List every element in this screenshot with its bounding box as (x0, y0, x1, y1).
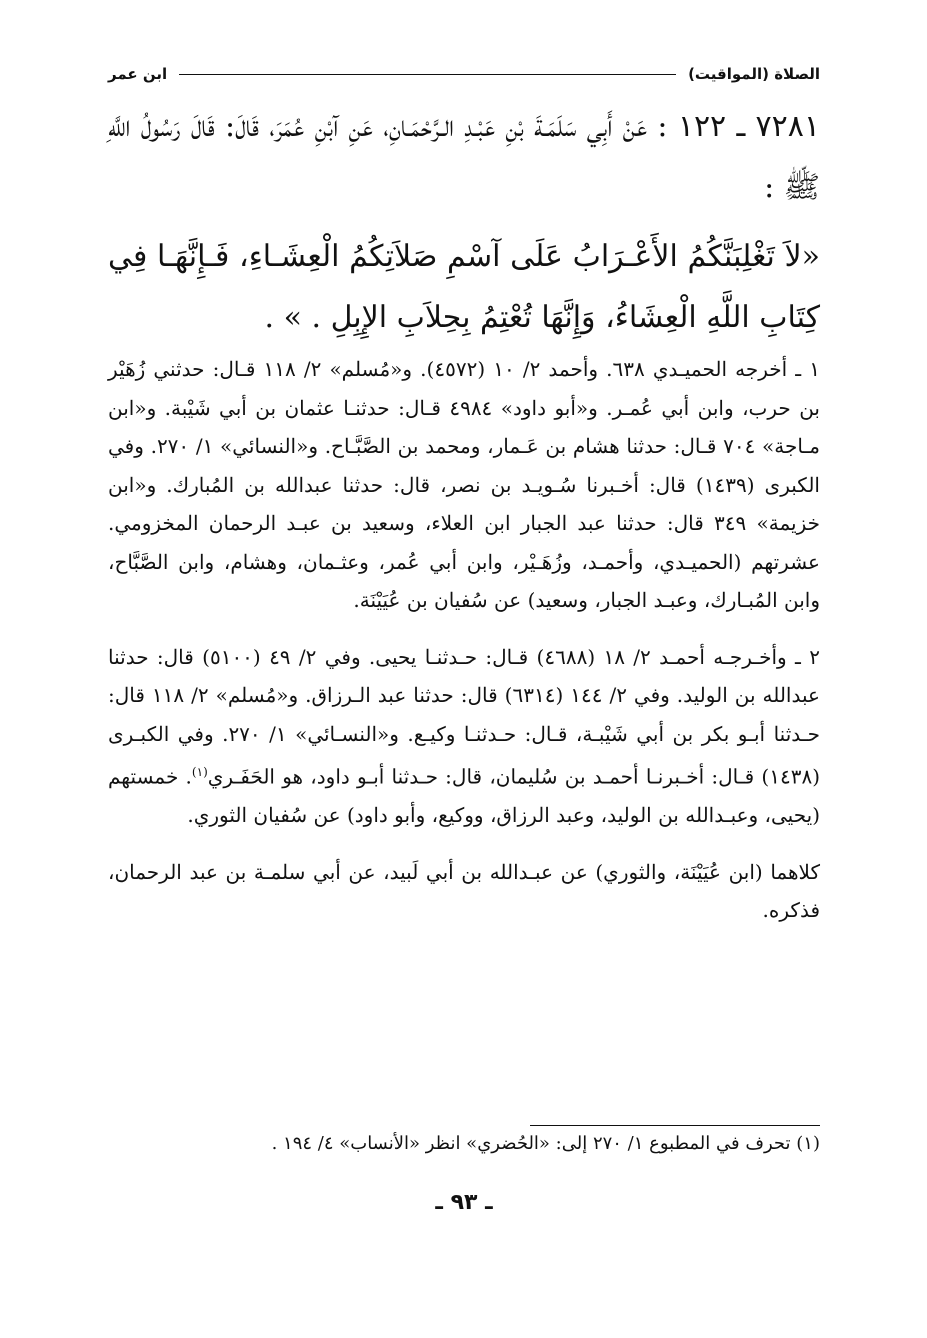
hadith-text (108, 96, 820, 348)
header-narrator: ابن عمر (108, 65, 168, 83)
takhrij-notes (108, 350, 820, 948)
footnote-divider (530, 1125, 820, 1126)
note-text: . خمستهم (يحيى، وعبـدالله بن الوليد، وعبد الرزاق، ووكيع، وأبو داود) عن سُفيان الثوري. (108, 764, 820, 828)
note-paragraph: ١ ـ أخرجه الحميـدي ٦٣٨. وأحمد ٢/ ١٠ (٤٥٧٢). و«مُسلم» ٢/ ١١٨ قـال: حدثني زُهَيْر بن حرب، وابن أبي عُمـر. و«أبو داود» ٤٩٨٤ قـال: حدثنـا عثمان بن أبي شَيْبة. و«ابن مـاجة» ٧٠٤ قـال: حدثنا هشام بن عَـمار، ومحمد بن الصَّبَّـاح. و«النسائي» ١/ ٢٧٠. وفي الكبرى (١٤٣٩) قال: أخـبرنا سُـويـد بن نصر، قال: حدثنا عبدالله بن المُبارك. و«ابن خزيمة» ٣٤٩ قال: حدثنا عبد الجبار ابن العلاء، وسعيد بن عبـد الرحمان المخزومي. عشرتهم (الحميـدي، وأحمـد، وزُهَـيْر، وابن أبي عُمر، وعثـمان، وهشام، وابن الصَّبَّاح، وابن المُبـارك، وعبـد الجبار، وسعيد) عن سُفيان بن عُيَيْنَة. (108, 357, 821, 612)
hadith-intro: ٧٢٨١ ـ ١٢٢ : عَنْ أَبِي سَلَمَـةَ بْنِ عَبْـدِ الـرَّحْمَـانِ، عَنِ آبْنِ عُمَرَ، قَالَ: قَالَ رَسُولُ اللَّهِ ﷺ : (108, 109, 820, 205)
footnote: (١) تحرف في المطبوع ١/ ٢٧٠ إلى: «الحُضري» انظر «الأنساب» ٤/ ١٩٤ . (271, 1133, 820, 1154)
page-number: ـ ٩٣ ـ (435, 1190, 493, 1215)
note-text: ٢ ـ وأخـرجـه أحمـد ٢/ ١٨ (٤٦٨٨) قـال: حـدثنـا يحيى. وفي ٢/ ٤٩ (٥١٠٠) قال: حدثنا عبدالله بن الوليد. وفي ٢/ ١٤٤ (٦٣١٤) قال: حدثنا عبد الـرزاق. و«مُسلم» ٢/ ١١٨ قال: حـدثنا أبـو بكر بن أبي شَيْبـة، قـال: حـدثنـا وكيـع. و«النسـائي» ١/ ٢٧٠. وفي الكبـرى (١٤٣٨) قـال: أخـبرنـا أحمـد بن سُليمان، قال: حـدثنا أبـو داود، هو الحَفَـري (108, 644, 820, 789)
note-paragraph: كلاهما (ابن عُيَيْنَة، والثوري) عن عبـدالله بن أبي لَبيد، عن أبي سلمـة بن عبد الرحمان، فذكره. (108, 859, 820, 923)
running-header (108, 60, 820, 88)
hadith-quote: «لاَ تَغْلِبَنَّكُمُ الأَعْـرَابُ عَلَى آسْمِ صَلاَتِكُمُ الْعِشَـاءِ، فَـإِنَّهَـا فِي كِتَابِ اللَّهِ الْعِشَاءُ، وَإِنَّهَا تُعْتِمُ بِحِلاَبِ الإِبِلِ . » . (108, 239, 820, 335)
document-page (108, 0, 820, 1338)
note-paragraph (108, 638, 820, 835)
header-section-title: الصلاة (المواقيت) (688, 65, 820, 83)
footnote-reference[interactable]: (١) (191, 765, 208, 779)
header-rule (179, 74, 676, 75)
